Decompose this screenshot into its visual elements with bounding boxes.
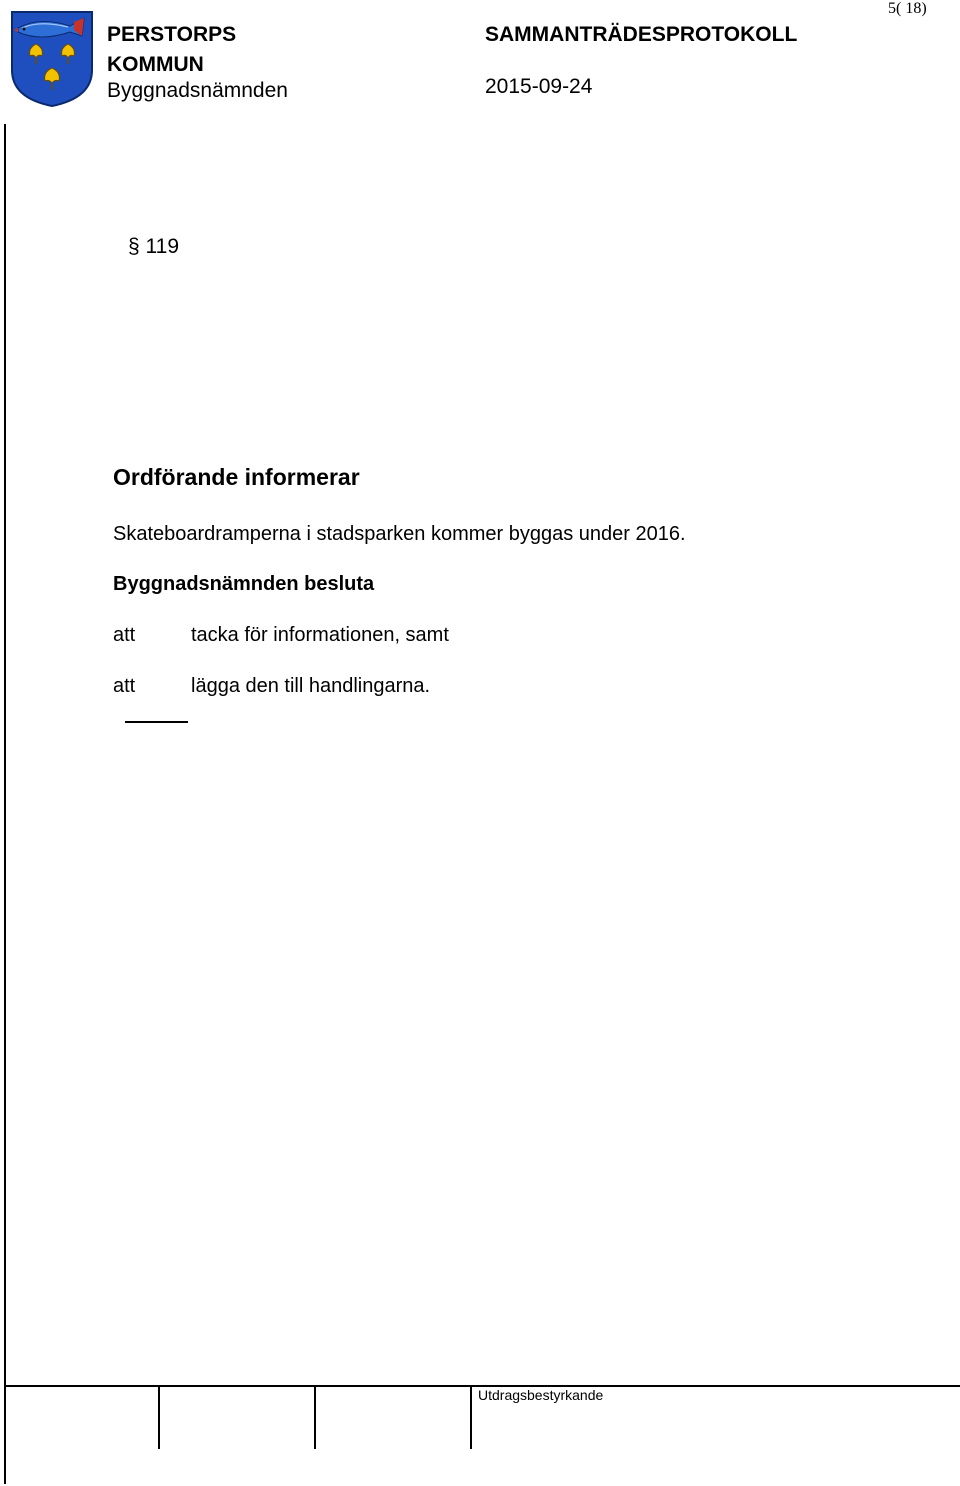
section-end-rule: [125, 721, 188, 723]
section-heading: Ordförande informerar: [113, 464, 360, 490]
coat-of-arms-icon: [10, 10, 94, 108]
document-type: SAMMANTRÄDESPROTOKOLL: [485, 23, 798, 46]
paragraph-number: § 119: [128, 235, 179, 258]
decision-key: att: [113, 624, 136, 646]
footer-signature-divider: [158, 1385, 160, 1449]
meeting-date: 2015-09-24: [485, 75, 593, 98]
section-body: Skateboardramperna i stadsparken kommer byggas under 2016.: [113, 523, 686, 545]
department-name: Byggnadsnämnden: [107, 79, 288, 102]
decision-key: att: [113, 675, 136, 697]
municipality-name-line1: PERSTORPS: [107, 23, 237, 46]
footer-signature-divider: [470, 1385, 472, 1449]
decision-text: lägga den till handlingarna.: [191, 675, 431, 697]
decision-heading: Byggnadsnämnden besluta: [113, 573, 375, 595]
footer-label: Utdragsbestyrkande: [478, 1387, 604, 1403]
coat-of-arms-logo: [10, 10, 94, 108]
footer-signature-divider: [314, 1385, 316, 1449]
left-margin-rule: [4, 124, 6, 1484]
municipality-name-line2: KOMMUN: [107, 53, 204, 76]
decision-text: tacka för informationen, samt: [191, 624, 449, 646]
page-number: 5( 18): [888, 0, 927, 17]
